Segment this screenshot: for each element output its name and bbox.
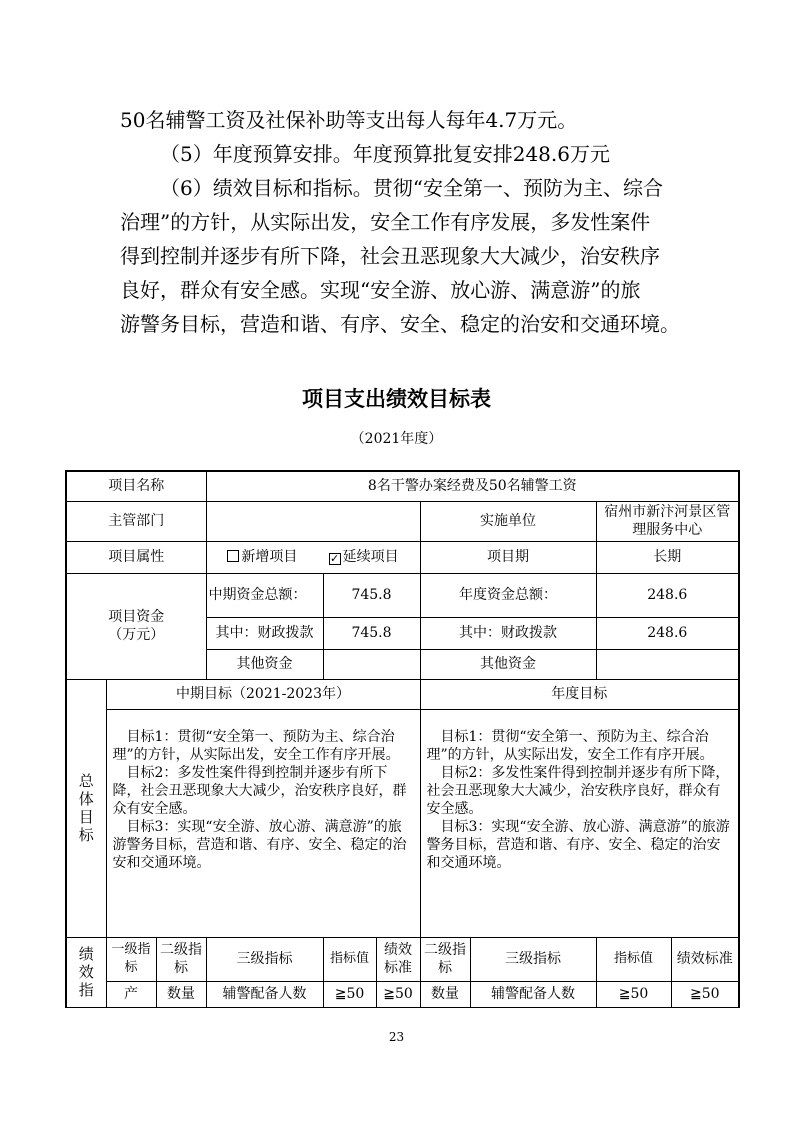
table-subtitle: （2021年度） [350,431,443,447]
year-value-cell: ≧50 [596,981,671,1007]
mid-goal-header: 中期目标（2021-2023年） [106,679,420,709]
mid-goal-3: 目标3：实现“安全游、放心游、满意游”的旅游警务目标，营造和谐、有序、安全、稳定的治安和交通环境。 [112,818,407,871]
year-level2-header: 二级指标 [420,937,470,981]
dept-value [206,501,420,541]
period-label: 项目期 [420,541,596,573]
mid-value-cell: ≧50 [323,981,376,1007]
mid-goal-2: 目标2：多发性案件得到控制并逐步有所下降，社会丑恶现象大大减少，治安秩序良好，群众有安全感。 [112,764,407,817]
continue-project-checkbox: ✓ [329,552,340,565]
perf-label-char: 绩 [78,945,94,963]
year-other-value [596,649,739,679]
mid-goals [106,709,420,937]
overall-label-char: 总 [78,772,94,790]
year-total-label: 年度资金总额： [420,573,596,617]
new-project-label: 新增项目 [241,549,298,565]
year-level3-cell: 辅警配备人数 [470,981,596,1007]
perf-label-char: 指 [78,981,94,999]
year-level2-cell: 数量 [420,981,470,1007]
year-fiscal-value: 248.6 [596,617,739,649]
paragraph-2: （5）年度预算安排。年度预算批复安排248.6万元 [160,142,610,166]
mid-fiscal-label: 其中：财政拨款 [206,617,323,649]
performance-goal-table [65,470,740,1008]
perf-label-char: 效 [78,963,94,981]
mid-level3-cell: 辅警配备人数 [206,981,323,1007]
mid-level2-header: 二级指标 [156,937,206,981]
year-fiscal-label: 其中：财政拨款 [420,617,596,649]
year-standard-header: 绩效标准 [671,937,739,981]
overall-label-char: 标 [78,826,94,844]
fund-label-line-1: 项目资金 [108,609,165,625]
continue-project-label: 延续项目 [342,549,399,565]
year-value-header: 指标值 [596,937,671,981]
dept-label: 主管部门 [66,501,206,541]
mid-fiscal-value: 745.8 [323,617,420,649]
year-standard-cell: ≧50 [671,981,739,1007]
fund-label-line-2: （万元） [108,627,165,643]
mid-other-value [323,649,420,679]
paragraph-3-line-1: （6）绩效目标和指标。贯彻“安全第一、预防为主、综合 [160,176,663,200]
paragraph-3-line-5: 游警务目标，营造和谐、有序、安全、稳定的治安和交通环境。 [120,312,680,336]
year-level3-header: 三级指标 [470,937,596,981]
year-other-label: 其他资金 [420,649,596,679]
year-goal-1: 目标1：贯彻“安全第一、预防为主、综合治理”的方针，从实际出发，安全工作有序开展。 [426,728,714,763]
attr-options [206,541,420,573]
paragraph-3-line-4: 良好，群众有安全感。实现“安全游、放心游、满意游”的旅 [120,278,641,302]
paragraph-3-line-2: 治理”的方针，从实际出发，安全工作有序发展，多发性案件 [120,210,651,234]
year-goal-3: 目标3：实现“安全游、放心游、满意游”的旅游警务目标，营造和谐、有序、安全、稳定的治安和交通环境。 [426,818,730,871]
mid-level1-header: 一级指标 [106,937,156,981]
year-goal-header: 年度目标 [420,679,739,709]
impl-unit-label: 实施单位 [420,501,596,541]
mid-level1-cell: 产 [106,981,156,1007]
fund-label [66,573,206,679]
year-goal-2: 目标2：多发性案件得到控制并逐步有所下降，社会丑恶现象大大减少，治安秩序良好，群众有安全感。 [426,764,730,817]
mid-value-header: 指标值 [323,937,376,981]
period-value: 长期 [596,541,739,573]
paragraph-1: 50名辅警工资及社保补助等支出每人每年4.7万元。 [120,108,578,132]
new-project-checkbox [227,550,239,562]
overall-goal-label [66,679,106,937]
year-goals [420,709,739,937]
performance-indicator-label [66,937,106,1007]
project-name-value: 8名干警办案经费及50名辅警工资 [206,471,739,501]
page-number: 23 [388,1030,405,1044]
year-total-value: 248.6 [596,573,739,617]
paragraph-3-line-3: 得到控制并逐步有所下降，社会丑恶现象大大减少，治安秩序 [120,244,660,268]
mid-goal-1: 目标1：贯彻“安全第一、预防为主、综合治理”的方针，从实际出发，安全工作有序开展。 [112,728,400,763]
mid-level3-header: 三级指标 [206,937,323,981]
overall-label-char: 目 [78,808,94,826]
mid-total-value: 745.8 [323,573,420,617]
mid-other-label: 其他资金 [206,649,323,679]
mid-total-label: 中期资金总额： [206,573,323,617]
mid-standard-cell: ≧50 [376,981,420,1007]
mid-standard-header: 绩效标准 [376,937,420,981]
body-text [120,103,700,341]
mid-level2-cell: 数量 [156,981,206,1007]
project-name-label: 项目名称 [66,471,206,501]
table-title: 项目支出绩效目标表 [302,387,491,411]
overall-label-char: 体 [78,790,94,808]
attr-label: 项目属性 [66,541,206,573]
impl-unit-value: 宿州市新汴河景区管理服务中心 [596,501,739,541]
